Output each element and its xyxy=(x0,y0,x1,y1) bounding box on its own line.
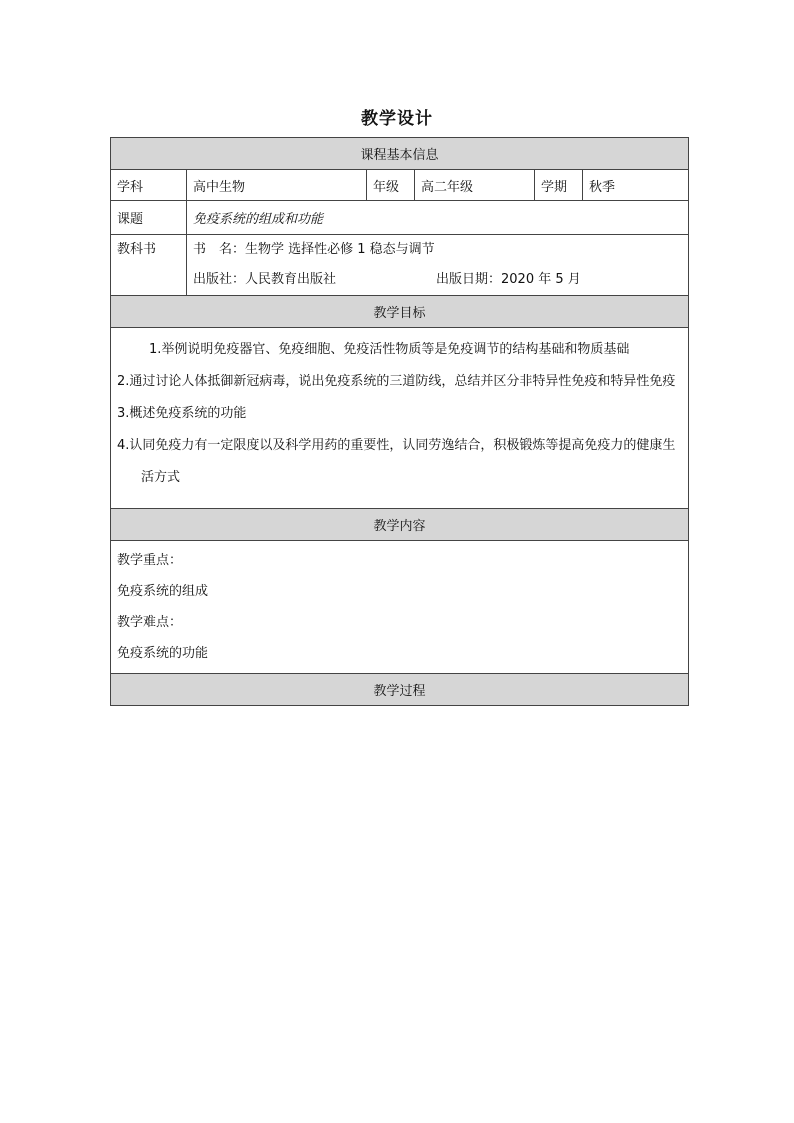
content-block xyxy=(111,541,689,674)
section-basic-info: 课程基本信息 xyxy=(111,138,689,170)
grade-value: 高二年级 xyxy=(415,170,535,201)
grade-label: 年级 xyxy=(367,170,415,201)
textbook-details xyxy=(187,235,689,296)
section-header-row xyxy=(111,138,689,170)
publisher: 出版社：人民教育出版社 xyxy=(193,272,337,287)
publisher-line xyxy=(193,265,682,295)
objective-item: 2.通过讨论人体抵御新冠病毒，说出免疫系统的三道防线，总结并区分非特异性免疫和特异性免疫 xyxy=(117,374,676,389)
difficult-point-value: 免疫系统的功能 xyxy=(117,646,209,661)
textbook-row xyxy=(111,235,689,296)
info-row xyxy=(111,170,689,201)
topic-row xyxy=(111,201,689,235)
term-value: 秋季 xyxy=(583,170,689,201)
lesson-plan-table xyxy=(110,137,689,706)
section-process: 教学过程 xyxy=(111,674,689,706)
topic-value: 免疫系统的组成和功能 xyxy=(187,201,689,235)
textbook-label: 教科书 xyxy=(111,235,187,296)
content-row xyxy=(111,541,689,674)
objective-item: 1.举例说明免疫器官、免疫细胞、免疫活性物质等是免疫调节的结构基础和物质基础 xyxy=(149,342,630,357)
objective-item: 3.概述免疫系统的功能 xyxy=(117,406,247,421)
topic-label: 课题 xyxy=(111,201,187,235)
objectives-row xyxy=(111,328,689,509)
objective-item: 4.认同免疫力有一定限度以及科学用药的重要性，认同劳逸结合，积极锻炼等提高免疫力的健康生活方式 xyxy=(117,438,676,485)
section-header-row xyxy=(111,509,689,541)
term-label: 学期 xyxy=(535,170,583,201)
section-header-row xyxy=(111,296,689,328)
key-point-label: 教学重点： xyxy=(117,553,183,568)
section-header-row xyxy=(111,674,689,706)
difficult-point-label: 教学难点： xyxy=(117,615,183,630)
book-name: 书 名：生物学 选择性必修 1 稳态与调节 xyxy=(193,242,435,257)
subject-value: 高中生物 xyxy=(187,170,367,201)
publish-date: 出版日期：2020 年 5 月 xyxy=(436,272,581,287)
key-point-value: 免疫系统的组成 xyxy=(117,584,209,599)
section-objectives: 教学目标 xyxy=(111,296,689,328)
subject-label: 学科 xyxy=(111,170,187,201)
document-title: 教学设计 xyxy=(361,109,433,129)
objectives-list xyxy=(111,328,689,509)
section-content: 教学内容 xyxy=(111,509,689,541)
